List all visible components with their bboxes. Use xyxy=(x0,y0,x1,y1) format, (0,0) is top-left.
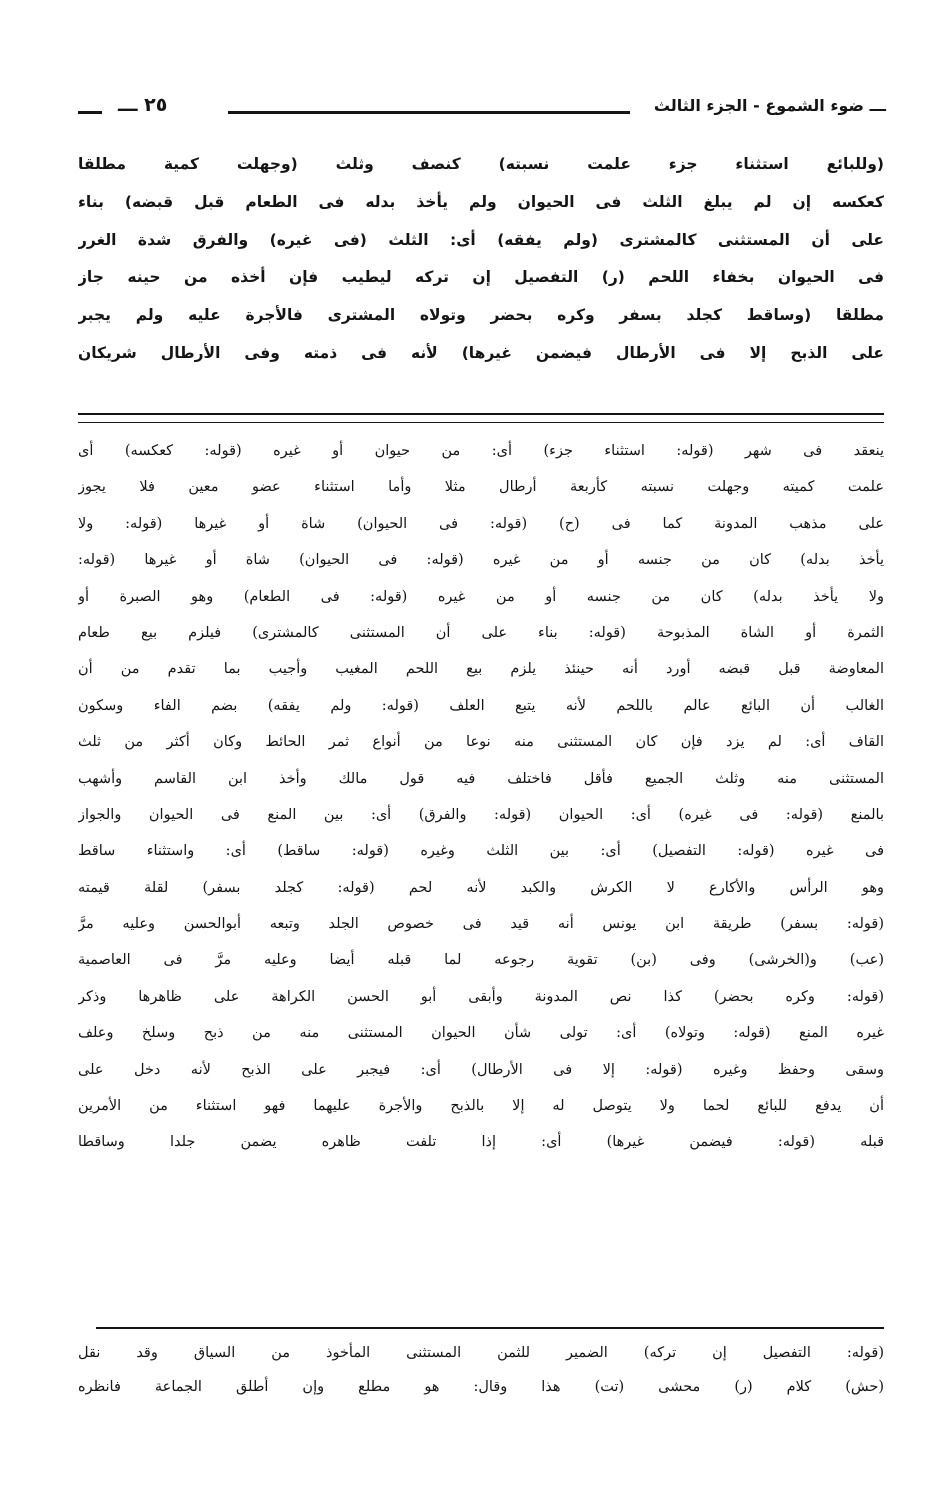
main-line: (وللبائع استثناء جزء علمت نسبته) كنصف وثلث (وجهلت كمية مطلقا xyxy=(78,155,884,173)
header-dash xyxy=(78,111,102,114)
commentary-line: قبله (قوله: فيضمن غيرها) أى: إذا تلفت ظاهره يضمن جلدا وساقطا xyxy=(78,1134,884,1151)
commentary-line: (عب) و(الخرشى) وفى (بن) تقوية رجوعه لما قبله أيضا وعليه مرَّ فى العاصمية xyxy=(78,952,884,969)
main-separator-rule xyxy=(78,413,884,423)
commentary-line: القاف أى: لم يزد فإن كان المستثنى منه نوعا من أنواع ثمر الحائط وكان أكثر من ثلث xyxy=(78,734,884,751)
commentary-line: الثمرة أو الشاة المذبوحة (قوله: بناء على أن المستثنى كالمشترى) فيلزم بيع طعام xyxy=(78,624,884,641)
main-line: على أن المستثنى كالمشترى (ولم يفقه) أى: الثلث (فى غيره) والفرق شدة الغرر xyxy=(78,230,884,249)
commentary-text xyxy=(78,433,884,1161)
commentary-line: وسقى وحفظ وغيره (قوله: إلا فى الأرطال) أى: فيجبر على الذبح لأنه دخل على xyxy=(78,1061,884,1078)
running-header xyxy=(78,94,886,134)
footnote-text xyxy=(78,1336,884,1404)
main-line: على الذبح إلا فى الأرطال فيضمن غيرها) لأنه فى ذمته وفى الأرطال شريكان xyxy=(78,343,884,362)
commentary-line: بالمنع (قوله: فى غيره) أى: الحيوان (قوله: والفرق) أى: بين المنع فى الحيوان والجواز xyxy=(78,806,884,823)
footnote-line: (حش) كلام (ر) محشى (تت) هذا وقال: هو مطلع وإن أطلق الجماعة فانظره xyxy=(78,1379,884,1395)
book-title: ـــ ضوء الشموع - الجزء الثالث xyxy=(653,96,886,115)
main-line: فى الحيوان بخفاء اللحم (ر) التفصيل إن تركه ليطيب فإن أخذه من حينه جاز xyxy=(78,268,884,287)
main-line: مطلقا (وساقط كجلد بسفر وكره بحضر وتولاه المشترى فالأجرة عليه ولم يجبر xyxy=(78,306,884,325)
commentary-line: غيره المنع (قوله: وتولاه) أى: تولى شأن الحيوان المستثنى منه من ذبح وسلخ وعلف xyxy=(78,1025,884,1042)
commentary-line: على مذهب المدونة كما فى (ح) (قوله: فى الحيوان) شاة أو غيرها (قوله: ولا xyxy=(78,515,884,532)
commentary-line: يأخذ بدله) كان من جنسه أو من غيره (قوله: فى الحيوان) شاة أو غيرها (قوله: xyxy=(78,552,884,569)
header-rule xyxy=(228,111,630,114)
commentary-line: المستثنى منه وثلث الجميع فأقل فاختلف فيه قول مالك وأخذ ابن القاسم وأشهب xyxy=(78,770,884,787)
commentary-line: ولا يأخذ بدله) كان من جنسه أو من غيره (قوله: فى الطعام) وهو الصبرة أو xyxy=(78,588,884,605)
commentary-line: ينعقد فى شهر (قوله: استثناء جزء) أى: من حيوان أو غيره (قوله: كعكسه) أى xyxy=(78,443,884,459)
commentary-line: (قوله: بسفر) طريقة ابن يونس أنه قيد فى خصوص الجلد وتبعه أبوالحسن وعليه مرَّ xyxy=(78,916,884,933)
main-text xyxy=(78,146,884,373)
commentary-line: فى غيره (قوله: التفصيل) أى: بين الثلث وغيره (قوله: ساقط) أى: واستثناء ساقط xyxy=(78,843,884,860)
commentary-line: المعاوضة قبل قبضه أورد أنه حينئذ يلزم بيع اللحم المغيب وأجيب بما تقدم من أن xyxy=(78,661,884,678)
page-number: ٢٥ ـــ xyxy=(118,94,168,116)
footnote-separator-rule xyxy=(96,1327,884,1329)
commentary-line: (قوله: وكره بحضر) كذا نص المدونة وأبقى أبو الحسن الكراهة على ظاهرها وذكر xyxy=(78,988,884,1005)
commentary-line: علمت كميته وجهلت نسبته كأربعة أرطال مثلا وأما استثناء عضو معين فلا يجوز xyxy=(78,479,884,496)
commentary-line: الغالب أن البائع عالم باللحم لأنه يتبع العلف (قوله: ولم يفقه) بضم الفاء وسكون xyxy=(78,697,884,714)
main-line: كعكسه إن لم يبلغ الثلث فى الحيوان ولم يأخذ بدله فى الطعام قبل قبضه) بناء xyxy=(78,192,884,211)
footnote-line: (قوله: التفصيل إن تركه) الضمير للثمن المستثنى المأخوذ من السياق وقد نقل xyxy=(78,1345,884,1361)
commentary-line: أن يدفع للبائع لحما ولا يتوصل له إلا بالذبح والأجرة عليهما فهو استثناء من الأمرين xyxy=(78,1098,884,1115)
commentary-line: وهو الرأس والأكارع لا الكرش والكبد لأنه لحم (قوله: كجلد بسفر) لقلة قيمته xyxy=(78,879,884,896)
